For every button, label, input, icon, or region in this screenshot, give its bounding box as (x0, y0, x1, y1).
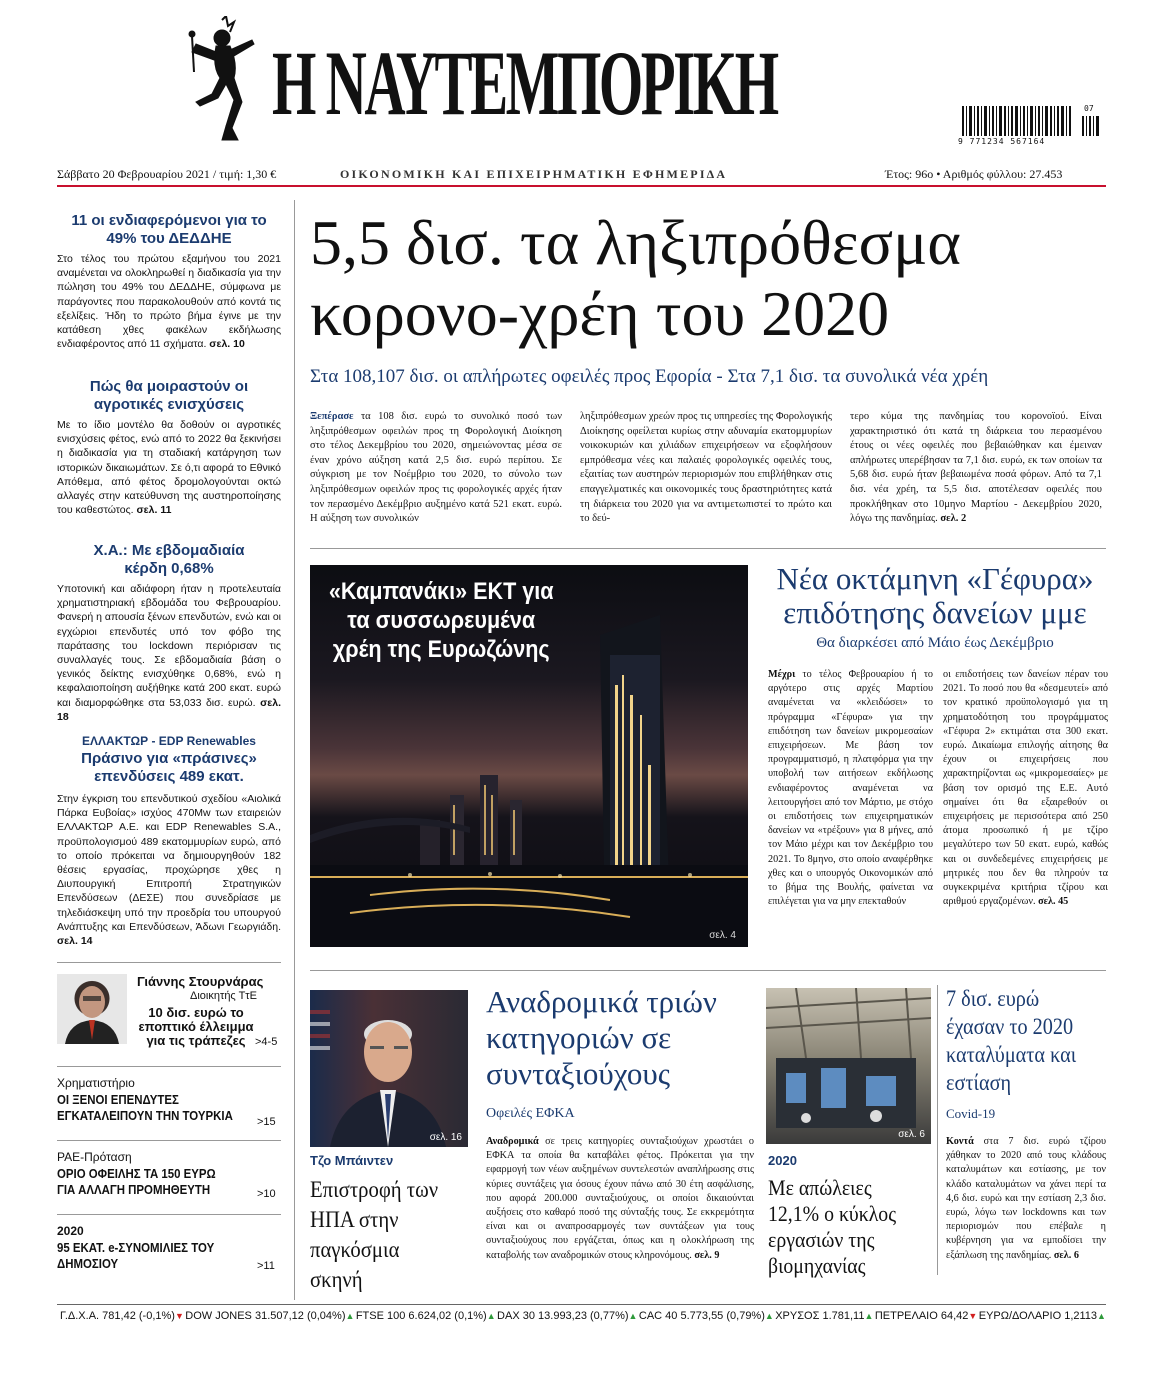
anadromika-text (486, 1135, 754, 1263)
gefyra-lead-word: Μέχρι (768, 669, 796, 680)
lead-ref[interactable]: σελ. 2 (940, 513, 967, 525)
sidebar-story-1-text (57, 252, 281, 351)
stournaras-role: Διοικητής ΤτΕ (190, 990, 257, 1002)
tourism-rule (937, 985, 938, 1275)
gefyra-col-2-text: οι επιδοτήσεις των δανείων πέραν του 2021. Το ποσό που θα «δεσμευτεί» από τον κρατικό προϋπολογισμό για τη χρηματοδότηση του προγράμματος «Γέφυρα 2» εκτιμάται στα 300 εκατ. ευρώ. Δικαίωμα επιλογής αίτησης θα έχουν οι επιχειρήσεις που χαρακτηρίζονται ως «μικρομεσαίες» με βάση τον ορισμό της Ε.Ε. Αυτό σημαίνει ότι θα εξαιρεθούν οι επιχειρήσεις με περισσότερα από 250 άτομα προσωπικό ή με τζίρο μεγαλύτερο των 50 εκατ. ευρώ, καθώς και οι συνδεδεμένες επιχειρήσεις με μητρικές που δεν θα πληρούν τα συγκεκριμένα κριτήρια τζίρου και αριθμού εργαζομένων. (943, 669, 1108, 908)
ticker-label: DAX 30 (497, 1310, 535, 1322)
ticker-label: ΧΡΥΣΟΣ (775, 1310, 820, 1322)
gefyra-headline[interactable]: Νέα οκτάμηνη «Γέφυρα» επιδότησης δανείων μμε (776, 561, 1094, 630)
ticker-value: 5.773,55 (0,79%) (680, 1310, 765, 1322)
year-issue: Έτος: 96ο • Αριθμός φύλλου: 27.453 (885, 167, 1063, 181)
ticker-item[interactable] (979, 1310, 1106, 1330)
barcode-issue: 07 (1084, 104, 1094, 113)
masthead-rule (57, 185, 1106, 187)
lead-headline-line1[interactable]: 5,5 δισ. τα ληξιπρόθεσμα (310, 207, 961, 278)
industry-headline[interactable]: Με απώλειες 12,1% ο κύκλος εργασιών της βιομηχανίας (768, 1175, 897, 1278)
teaser-1-kicker: Χρηματιστήριο (57, 1076, 135, 1090)
sidebar-story-2-body: Με το ίδιο μοντέλο θα δοθούν οι αγροτικές ενισχύσεις φέτος, ενώ από το 2022 θα ξεκινήσει η διαδικασία για τη σταδιακή κατάργηση των ιστορικών δικαιωμάτων. Σε ό,τι αφορά το Εθνικό Απόθεμα, από φέτος δρομολογούνται οκτώ αλλαγές στην κατεύθυνση της αυστηροποίησης του καθεστώτος. (57, 419, 281, 517)
sidebar-story-2-ref[interactable]: σελ. 11 (136, 504, 172, 517)
teaser-2-kicker: ΡΑΕ-Πρόταση (57, 1150, 132, 1164)
ticker-label: Γ.Δ.Χ.Α. (60, 1310, 100, 1322)
gefyra-ref[interactable]: σελ. 45 (1038, 896, 1069, 908)
biden-photo[interactable] (310, 990, 468, 1147)
lead-col-1-text: τα 108 δισ. ευρώ το συνολικό ποσό των ληξιπρόθεσμων οφειλών προς τη Φορολογική Διοίκηση στο τέλος Δεκεμβρίου του 2020, σημειώνοντας μέσα σε έναν χρόνο αύξηση κατά 2,5 δισ. ευρώ περίπου. Σε σύγκριση με τον Νοέμβριο του 2020, το σύνολο των ληξιπρόθεσμων οφειλών προς τις φορολογικές αρχές ήταν τον περασμένο Δεκέμβριο αυξημένο κατά 521 εκατ. ευρώ. Η αύξηση των συνολικών (310, 411, 562, 525)
sidebar-rule (294, 200, 295, 1300)
sidebar-story-3-body: Υποτονική και αδιάφορη ήταν η προτελευταία χρηματιστηριακή εβδομάδα του Φεβρουαρίου. Φανερή η απουσία ξένων επενδυτών, ενώ και οι εγχώριοι επενδυτές υπό τον φόβο της παράτασης του lockdown περιόρισαν τις συναλλαγές τους. Σε εβδομαδιαία βάση ο γενικός δείκτης ενισχύθηκε 0,68%, ενώ η κεφαλαιοποίηση αυξήθηκε κατά 200 εκατ. ευρώ και διαμορφώθηκε στα 53,033 δισ. ευρώ. (57, 583, 281, 709)
tourism-text (946, 1135, 1106, 1263)
biden-portrait-icon (310, 990, 468, 1147)
ticker-item[interactable] (356, 1310, 496, 1330)
anadromika-ref[interactable]: σελ. 9 (694, 1249, 720, 1261)
ticker-item[interactable] (185, 1310, 354, 1330)
sidebar-story-4-body: Στην έγκριση του επενδυτικού σχεδίου «Αιολικά Πάρκα Ευβοίας» ισχύος 470Mw των εταιρειών ΕΛΛΑΚΤΩΡ Α.Ε. και EDP Renewables S.A., προϋπολογισμού 489 εκατομμυρίων ευρώ, από το οποίο πρόκειται να δημιουργηθούν 182 θέσεις εργασίας, προχώρησε χθες η Διυπουργική Επιτροπή Στρατηγικών Επενδύσεων (ΔΕΣΕ) που συνεδρίασε με τηλεδιάσκεψη υπό την προεδρία του υπουργού Ανάπτυξης και Επενδύσεων, Άδωνι Γεωργιάδη. (57, 793, 281, 933)
anadromika-lead-word: Αναδρομικά (486, 1136, 539, 1147)
ticker-value: 31.507,12 (0,04%) (254, 1310, 346, 1322)
lead-col-1 (310, 410, 562, 527)
anadromika-headline[interactable]: Αναδρομικά τριών κατηγοριών σε συνταξιούχους (486, 984, 717, 1091)
sidebar-divider (57, 1214, 281, 1215)
market-ticker (60, 1310, 1106, 1330)
tourism-subhead: Covid-19 (946, 1106, 996, 1121)
industry-kicker: 2020 (768, 1153, 797, 1168)
sidebar-story-3-text (57, 582, 281, 724)
teaser-2-ref[interactable]: >10 (257, 1188, 276, 1200)
gefyra-col-2 (943, 668, 1108, 909)
sidebar-divider (57, 1140, 281, 1141)
lead-subhead: Στα 108,107 δισ. οι απλήρωτες οφειλές προς Εφορία - Στα 7,1 δισ. τα συνολικά νέα χρέη (310, 366, 989, 387)
lead-headline-line2[interactable]: κορονο-χρέη του 2020 (310, 278, 890, 349)
ticker-item[interactable] (60, 1310, 184, 1330)
up-arrow-icon: ▲ (764, 1311, 774, 1321)
hermes-logo (182, 16, 260, 144)
ticker-label: FTSE 100 (355, 1310, 406, 1322)
sidebar (57, 192, 281, 1312)
gefyra-col-1 (768, 668, 933, 909)
teaser-1-ref[interactable]: >15 (257, 1116, 276, 1128)
ticker-value: 64,42 (940, 1310, 969, 1322)
sidebar-divider (57, 962, 281, 963)
ticker-label: DOW JONES (185, 1310, 252, 1322)
sidebar-story-3-title[interactable]: Χ.Α.: Με εβδομαδιαία κέρδη 0,68% (93, 542, 245, 577)
ticker-rule (57, 1304, 1106, 1305)
barcode (958, 104, 1108, 154)
industry-ref[interactable]: σελ. 6 (898, 1129, 925, 1140)
lead-col-2-text: ληξιπρόθεσμων χρεών προς τις υπηρεσίες της Φορολογικής Διοίκησης οφείλεται κυρίως στην αδυναμία εκατομμυρίων νοικοκυριών και χιλιάδων επιχειρήσεων να εξοφλήσουν εμπρόθεσμα νέες και παλαιές φορολογικές οφειλές τους, εξαιτίας των αυστηρών περιορισμών που επιβλήθηκαν στις επαγγελματικές και οικονομικές τους δραστηριότητες κατά τη διάρκεια του 2020 για να αντιμετωπιστεί το πρώτο και το δεύ- (580, 411, 832, 525)
middle-rule (310, 970, 1106, 971)
ticker-item[interactable] (775, 1310, 873, 1330)
ticker-label: ΕΥΡΩ/ΔΟΛΑΡΙΟ (978, 1310, 1062, 1322)
biden-ref[interactable]: σελ. 16 (429, 1132, 462, 1143)
stournaras-photo (57, 974, 127, 1044)
teaser-3-title[interactable]: 95 ΕΚΑΤ. e-ΣΥΝΟΜΙΛΙΕΣ ΤΟΥ ΔΗΜΟΣΙΟΥ (57, 1240, 215, 1271)
tagline: ΟΙΚΟΝΟΜΙΚΗ ΚΑΙ ΕΠΙΧΕΙΡΗΜΑΤΙΚΗ ΕΦΗΜΕΡΙΔΑ (340, 167, 728, 181)
gefyra-subhead: Θα διαρκέσει από Μάιο έως Δεκέμβριο (816, 635, 1054, 651)
sidebar-story-1-body: Στο τέλος του πρώτου εξαμήνου του 2021 αναμένεται να ολοκληρωθεί η διαδικασία για την πώληση του 49% του ΔΕΔΔΗΕ, σύμφωνα με παράγοντες που παρακολουθούν από κοντά τις εξελίξεις. Ήδη το πρώτο βήμα έγινε με την κατάθεση χθες φακέλων εκδήλωσης ενδιαφέροντος από 11 σχήματα. (57, 253, 281, 351)
down-arrow-icon: ▼ (968, 1311, 978, 1321)
ticker-item[interactable] (875, 1310, 978, 1330)
sidebar-story-2-text (57, 418, 281, 517)
up-arrow-icon: ▲ (628, 1311, 638, 1321)
sidebar-story-3-ref[interactable]: σελ. 18 (57, 696, 281, 723)
biden-headline[interactable]: Επιστροφή των ΗΠΑ στην παγκόσμια σκηνή (310, 1177, 439, 1292)
stournaras-portrait-icon (57, 974, 127, 1044)
ticker-value: 1.781,11 (822, 1310, 865, 1322)
ekt-caption[interactable]: «Καμπανάκι» ΕΚΤ για τα συσσωρευμένα χρέη της Ευρωζώνης (328, 578, 554, 663)
sidebar-story-2-title[interactable]: Πώς θα μοιραστούν οι αγροτικές ενισχύσεις (89, 378, 249, 413)
sidebar-story-4-text (57, 792, 281, 948)
lead-col-2 (580, 410, 832, 527)
teaser-1-title[interactable]: ΟΙ ΞΕΝΟΙ ΕΠΕΝΔΥΤΕΣ ΕΓΚΑΤΑΛΕΙΠΟΥΝ ΤΗΝ ΤΟΥΡΚΙΑ (57, 1092, 233, 1123)
anadromika-body: σε τρεις κατηγορίες συνταξιούχων χρωστάει ο ΕΦΚΑ τα οποία θα καταβάλει φέτος. Πρόκειται για την εφαρμογή των νέων αυξημένων συντελεστών αναπλήρωσης στις κύριες συντάξεις για όσους έχουν πάνω από 30 έτη ασφάλισης, που αφορά 200.000 συνταξιούχους, οι οποίοι δικαιούνται αυξήσεις στο καθαρό ποσό της σύνταξής τους. Σε εκκρεμότητα είναι και οι αναπροσαρμογές των συντάξεων για τους συνταξιούχους που εργάζεται, όπως και η ολοκλήρωση της καταβολής των αναδρομικών στους κληρονόμους. (486, 1136, 754, 1261)
up-arrow-icon: ▲ (1097, 1311, 1106, 1321)
tourism-lead-word: Κοντά (946, 1136, 974, 1147)
tourism-ref[interactable]: σελ. 6 (1053, 1249, 1079, 1261)
up-arrow-icon: ▲ (864, 1311, 874, 1321)
tourism-headline[interactable]: 7 δισ. ευρώ έχασαν το 2020 καταλύματα και εστίαση (946, 986, 1077, 1095)
masthead-title[interactable]: Η ΝΑΥΤΕΜΠΟΡΙΚΗ (272, 32, 777, 134)
sidebar-story-1-title[interactable]: 11 οι ενδιαφερόμενοι για το 49% του ΔΕΔΔΗΕ (71, 212, 267, 247)
sidebar-story-4-kicker: ΕΛΛΑΚΤΩΡ - EDP Renewables (82, 734, 256, 748)
lead-col-3 (850, 410, 1102, 527)
ticker-item[interactable] (639, 1310, 774, 1330)
sidebar-story-4-title[interactable]: Πράσινο για «πράσινες» επενδύσεις 489 εκατ. (81, 750, 257, 785)
date-price: Σάββατο 20 Φεβρουαρίου 2021 / τιμή: 1,30 € (57, 167, 277, 181)
factory-icon (766, 988, 931, 1144)
teaser-3-ref[interactable]: >11 (257, 1260, 275, 1272)
biden-kicker: Τζο Μπάιντεν (310, 1153, 394, 1168)
stournaras-name[interactable]: Γιάννης Στουρνάρας (137, 974, 264, 989)
ekt-photo[interactable] (310, 565, 748, 947)
stournaras-ref[interactable]: >4-5 (255, 1036, 278, 1048)
ticker-label: CAC 40 (638, 1310, 678, 1322)
ticker-item[interactable] (497, 1310, 637, 1330)
lead-col-3-text: τερο κύμα της πανδημίας του κορονοϊού. Είναι χαρακτηριστικό ότι κατά τη διάρκεια του περασμένου έτους οι νέες οφειλές που βεβαιώθηκαν και έμειναν απλήρωτες υπερέβησαν τα 7,1 δισ. ευρώ, εκ των οποίων τα 5,68 δισ. ευρώ ήταν βεβαιωμένα ποσά φόρων. Από τα 7,1 δισ. νέα χρέη, τα 5,5 δισ. αποτέλεσαν οφειλές που προκλήθηκαν στο 10μηνο Μαρτίου - Δεκεμβρίου 2020, λόγω της πανδημίας. (850, 411, 1102, 525)
gefyra-col-1-text: το τέλος Φεβρουαρίου ή το αργότερο στις αρχές Μαρτίου αναμένεται να «κλειδώσει» το πρόγραμμα «Γέφυρα» για την επιδότηση των δανείων μικρομεσαίων επιχειρήσεων. Με βάση τον προγραμματισμό, η πλατφόρμα για την υποβολή των αιτήσεων εκδήλωσης ενδιαφέροντος αναμένεται να λειτουργήσει από τον Μάρτιο, με στόχο οι επιδοτήσεις των επιχειρηματικών δανείων να «τρέξουν» για 8 μήνες, από τον Μάιο μέχρι και τον Δεκέμβριο του 2021. Το 8μηνο, στο οποίο αναφέρθηκε χθες και ο υπουργός Οικονομικών από το βήμα της Βουλής, φαίνεται να επιλέγεται για να μην επεκταθούν (768, 669, 934, 908)
hermes-logo-icon (182, 16, 260, 144)
ticker-value: 13.993,23 (0,77%) (538, 1310, 629, 1322)
teaser-3-kicker: 2020 (57, 1224, 84, 1238)
stournaras-quote[interactable]: 10 δισ. ευρώ το εποπτικό έλλειμμα για τις τράπεζες (138, 1005, 254, 1048)
anadromika-subhead: Οφειλές ΕΦΚΑ (486, 1106, 575, 1121)
ticker-value: 6.624,02 (0,1%) (408, 1310, 487, 1322)
sidebar-story-4-ref[interactable]: σελ. 14 (57, 935, 93, 948)
teaser-2-title[interactable]: ΟΡΙΟ ΟΦΕΙΛΗΣ ΤΑ 150 ΕΥΡΩ ΓΙΑ ΑΛΛΑΓΗ ΠΡΟΜΗΘΕΥΤΗ (57, 1166, 216, 1197)
ticker-value: 1,2113 (1064, 1310, 1098, 1322)
down-arrow-icon: ▼ (174, 1311, 184, 1321)
lead-lead-word: Ξεπέρασε (310, 411, 354, 422)
industry-photo[interactable] (766, 988, 931, 1144)
barcode-number: 9 771234 567164 (958, 137, 1046, 146)
tourism-body: στα 7 δισ. ευρώ τζίρου χάθηκαν το 2020 από τους κλάδους καταλυμάτων και εστίασης, με τον κλάδο καταλυμάτων να χάνει περί τα 4,6 δισ. ευρώ και την εστίαση 2,3 δισ. ευρώ, λόγω των lockdowns και των περιορισμών που επέβαλε η κυβέρνηση για να εμποδίσει την εξάπλωση της πανδημίας. (946, 1136, 1107, 1261)
lead-rule (310, 548, 1106, 549)
up-arrow-icon: ▲ (486, 1311, 496, 1321)
sidebar-story-1-ref[interactable]: σελ. 10 (209, 338, 245, 351)
sidebar-divider (57, 1066, 281, 1067)
ticker-label: ΠΕΤΡΕΛΑΙΟ (874, 1310, 938, 1322)
up-arrow-icon: ▲ (345, 1311, 355, 1321)
ekt-ref[interactable]: σελ. 4 (709, 930, 736, 941)
ticker-value: 781,42 (-0,1%) (102, 1310, 175, 1322)
